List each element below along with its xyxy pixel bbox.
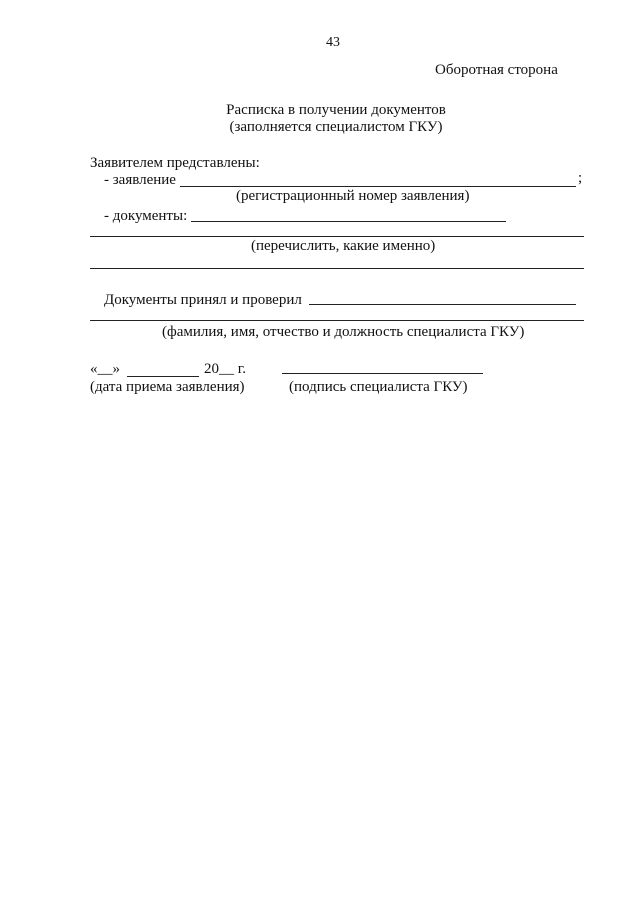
application-number-line[interactable] (180, 186, 576, 187)
receipt-subtitle: (заполняется специалистом ГКУ) (229, 119, 443, 135)
date-field[interactable] (90, 361, 120, 378)
documents-line-2[interactable] (90, 236, 584, 237)
documents-line-3[interactable] (90, 268, 584, 269)
application-terminator: ; (578, 170, 583, 186)
date-month-line[interactable] (127, 376, 199, 377)
signature-line[interactable] (282, 373, 483, 374)
date-hint: (дата приема заявления) (90, 379, 245, 395)
receipt-title: Расписка в получении документов (226, 102, 446, 118)
accepted-hint: (фамилия, имя, отчество и должность специалиста ГКУ) (162, 324, 525, 340)
page-number: 43 (326, 35, 340, 50)
accepted-label: Документы принял и проверил (104, 292, 302, 308)
accepted-line-2[interactable] (90, 320, 584, 321)
applicant-intro: Заявителем представлены: (90, 155, 260, 171)
date-close-quote: » (112, 361, 120, 377)
date-year-blank: __ (219, 361, 234, 377)
accepted-line-1[interactable] (309, 304, 576, 305)
date-day-blank: __ (97, 361, 113, 377)
documents-line-1[interactable] (191, 221, 506, 222)
date-year-prefix: 20 (204, 361, 219, 377)
application-label: - заявление (104, 172, 176, 188)
documents-hint: (перечислить, какие именно) (251, 238, 436, 254)
side-label: Оборотная сторона (435, 62, 558, 78)
signature-hint: (подпись специалиста ГКУ) (289, 379, 468, 395)
date-year[interactable] (204, 361, 246, 378)
date-open-quote: « (90, 361, 98, 377)
documents-label: - документы: (104, 208, 188, 224)
application-number-hint: (регистрационный номер заявления) (236, 188, 470, 204)
date-year-suffix: г. (237, 361, 246, 377)
